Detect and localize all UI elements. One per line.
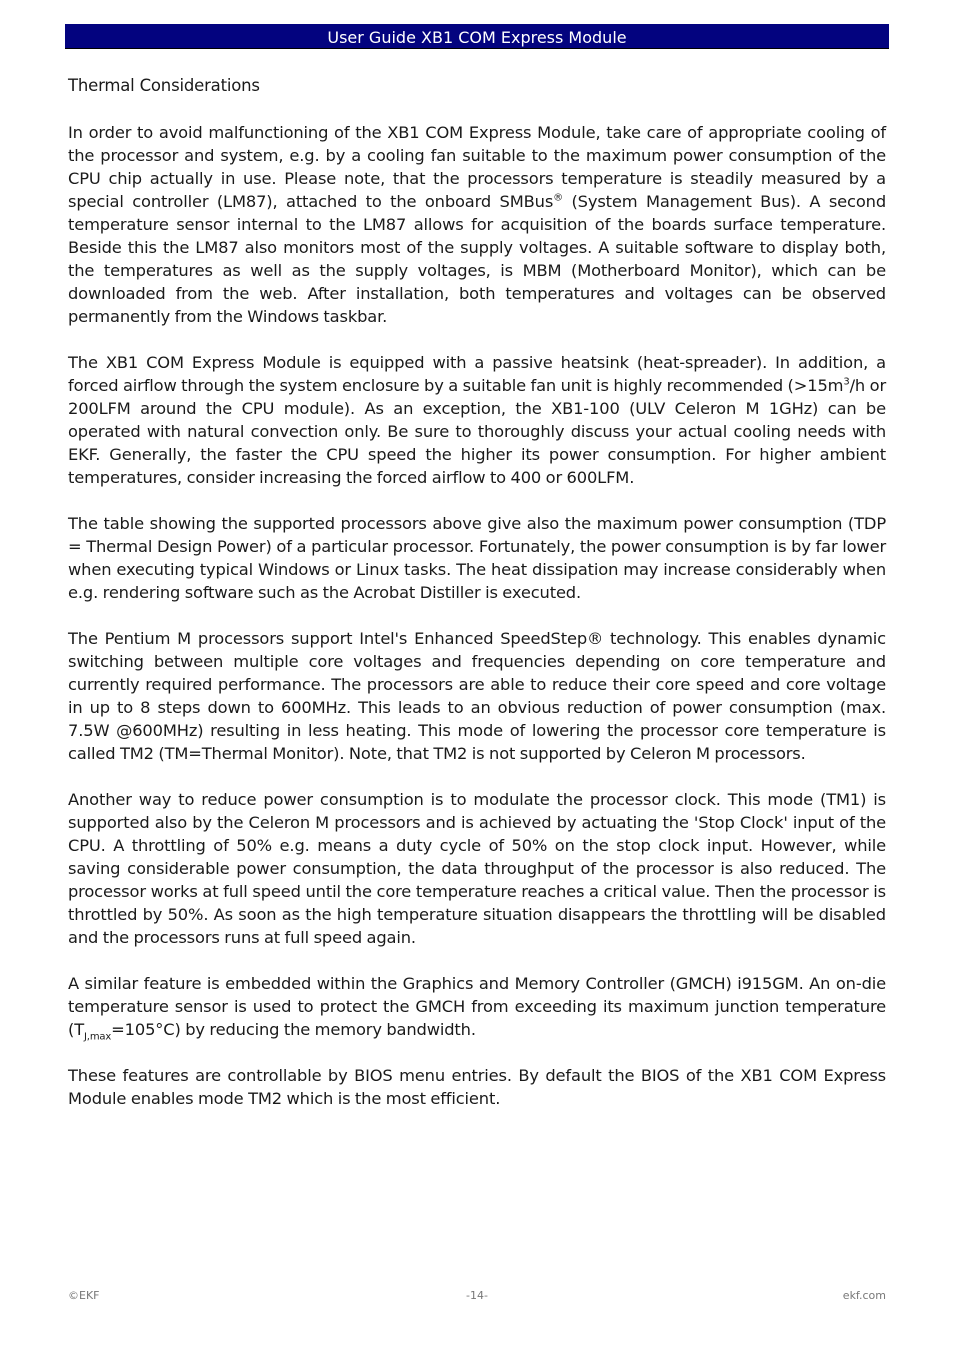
paragraph-text: A similar feature is embedded within the Graphics and Memory Controller (GMCH) i915GM. An on-die temperature sensor is used to protect the GMCH from exceeding its maximum junction temperature (T bbox=[68, 974, 886, 1039]
paragraph-gmch bbox=[68, 972, 886, 1041]
footer-page-number: -14- bbox=[466, 1289, 488, 1302]
paragraph-heatsink bbox=[68, 351, 886, 489]
paragraph-text: /h or 200LFM around the CPU module). As an exception, the XB1-100 (ULV Celeron M 1GHz) can be operated with natural convection only. Be sure to thoroughly discuss your actual cooling needs with EKF. Generally, the faster the CPU speed the higher its power consumption. For higher ambient temperatures, consider increasing the forced airflow to 400 or 600LFM. bbox=[68, 376, 886, 487]
header-title: User Guide XB1 COM Express Module bbox=[327, 28, 627, 47]
document-body bbox=[68, 121, 886, 1133]
paragraph-text: =105°C) by reducing the memory bandwidth. bbox=[111, 1020, 476, 1039]
paragraph-clock-modulation: Another way to reduce power consumption is to modulate the processor clock. This mode (TM1) is supported also by the Celeron M processors and is achieved by actuating the 'Stop Clock' input of the CPU. A throttling of 50% e.g. means a duty cycle of 50% on the stop clock input. However, while saving considerable power consumption, the data throughput of the processor is also reduced. The processor works at full speed until the core temperature reaches a critical value. Then the processor is throttled by 50%. As soon as the high temperature situation disappears the throttling will be disabled and the processors runs at full speed again. bbox=[68, 790, 886, 947]
paragraph-cooling bbox=[68, 121, 886, 328]
paragraph-tdp: The table showing the supported processors above give also the maximum power consumption (TDP = Thermal Design Power) of a particular processor. Fortunately, the power consumption is by far lower when executing typical Windows or Linux tasks. The heat dissipation may increase considerably when e.g. rendering software such as the Acrobat Distiller is executed. bbox=[68, 514, 886, 602]
registered-mark: ® bbox=[553, 192, 564, 204]
footer-copyright: ©EKF bbox=[68, 1289, 100, 1302]
paragraph-bios: These features are controllable by BIOS menu entries. By default the BIOS of the XB1 COM Express Module enables mode TM2 which is the most efficient. bbox=[68, 1066, 886, 1108]
paragraph-text: (System Management Bus). A second temperature sensor internal to the LM87 allows for acquisition of the boards surface temperature. Beside this the LM87 also monitors most of the supply voltages. A suitable software to display both, the temperatures as well as the supply voltages, is MBM (Motherboard Monitor), which can be downloaded from the web. After installation, both temperatures and voltages can be observed permanently from the Windows taskbar. bbox=[68, 192, 887, 326]
superscript-3: 3 bbox=[843, 376, 850, 388]
page-header bbox=[65, 24, 889, 49]
paragraph-speedstep: The Pentium M processors support Intel's Enhanced SpeedStep® technology. This enables dynamic switching between multiple core voltages and frequencies depending on core temperature and currently required performance. The processors are able to reduce their core speed and core voltage in up to 8 steps down to 600MHz. This leads to an obvious reduction of power consumption (max. 7.5W @600MHz) resulting in less heating. This mode of lowering the processor core temperature is called TM2 (TM=Thermal Monitor). Note, that TM2 is not supported by Celeron M processors. bbox=[68, 629, 886, 763]
paragraph-text: The XB1 COM Express Module is equipped with a passive heatsink (heat-spreader). In addition, a forced airflow through the system enclosure by a suitable fan unit is highly recommended (>15m bbox=[68, 353, 886, 395]
subscript-jmax: J,max bbox=[84, 1031, 112, 1043]
paragraph-text: In order to avoid malfunctioning of the XB1 COM Express Module, take care of appropriate cooling of the processor and system, e.g. by a cooling fan suitable to the maximum power consumption of the CPU chip actually in use. Please note, that the processors temperature is steadily measured by a special controller (LM87), attached to the onboard SMBus bbox=[68, 123, 886, 211]
footer-website: ekf.com bbox=[842, 1289, 886, 1302]
section-title: Thermal Considerations bbox=[68, 76, 260, 95]
